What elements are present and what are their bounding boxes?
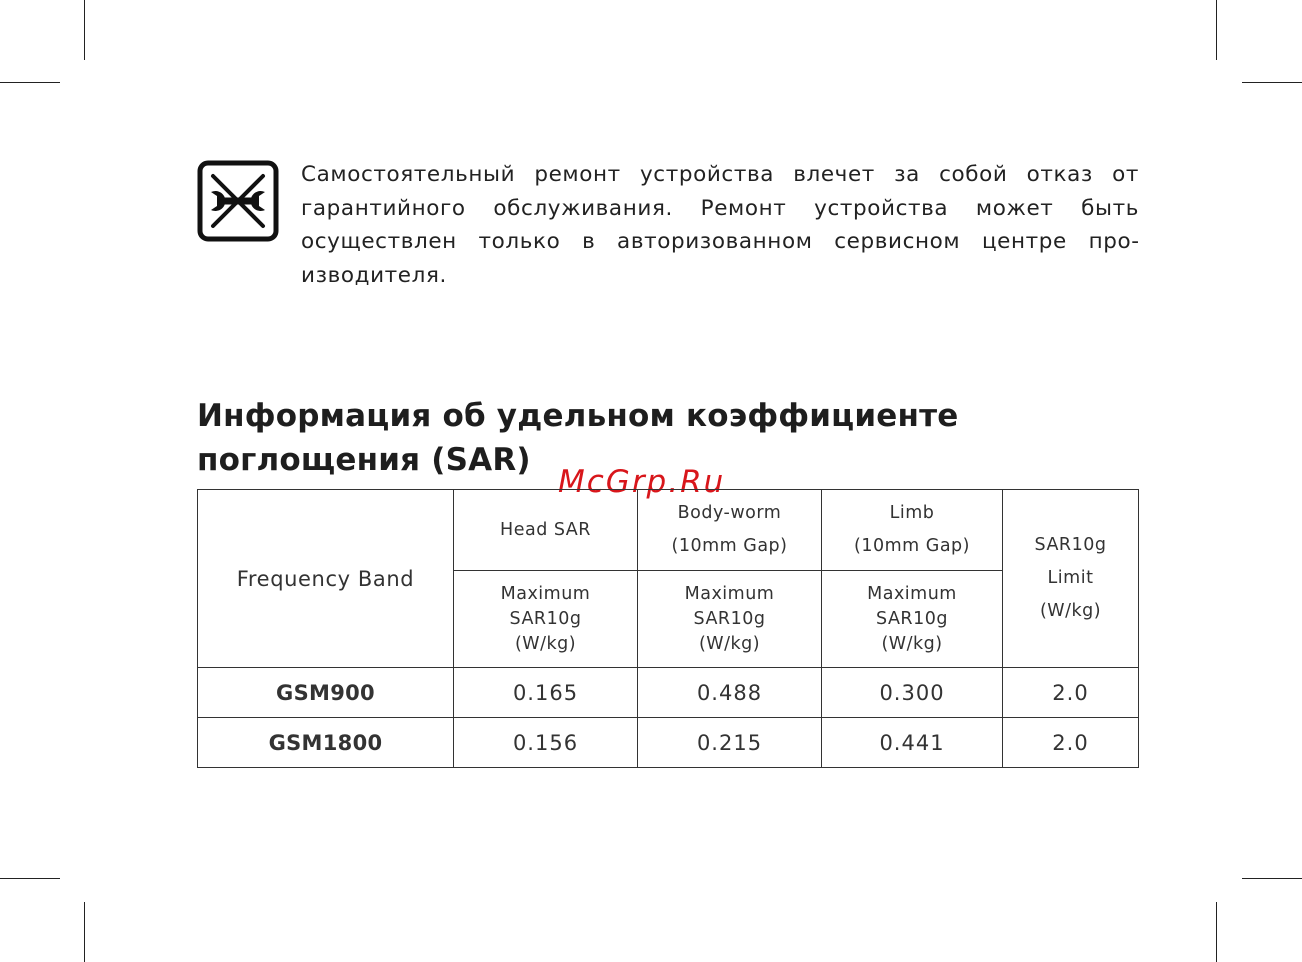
warranty-warning-text: Самостоятельный ремонт устройства влечет за собой отказ от гарантийного обслуживания. Ремонт устройства может быть осуществлен только в авторизованном сервисном центре производителя.	[301, 162, 1139, 288]
band-cell: GSM900	[198, 668, 454, 718]
subheader-line3: (W/kg)	[514, 633, 577, 654]
header-body-worn	[638, 490, 822, 571]
band-cell: GSM1800	[198, 718, 454, 768]
header-limb	[822, 490, 1003, 571]
crop-mark	[1242, 878, 1302, 879]
table-header-row	[198, 490, 1139, 571]
subheader-head-max	[454, 571, 638, 668]
subheader-line3: (W/kg)	[698, 633, 761, 654]
crop-mark	[1216, 902, 1217, 962]
subheader-line2: SAR10g	[509, 608, 582, 629]
no-self-repair-wrench-icon	[197, 160, 279, 242]
head-sar-value: 0.165	[454, 668, 638, 718]
crop-mark	[0, 878, 60, 879]
subheader-line2: SAR10g	[876, 608, 948, 629]
header-limit-line3: (W/kg)	[1039, 601, 1102, 621]
crop-mark	[84, 0, 85, 60]
crop-mark	[0, 82, 60, 83]
header-limb-line1: Limb	[889, 503, 935, 523]
crop-mark	[1242, 82, 1302, 83]
subheader-line1: Maximum	[684, 583, 775, 604]
header-limit-line2: Limit	[1047, 568, 1094, 588]
crop-mark	[1216, 0, 1217, 60]
header-frequency-band: Frequency Band	[198, 490, 454, 668]
header-limit-line1: SAR10g	[1034, 535, 1107, 555]
header-body-worn-line2: (10mm Gap)	[671, 536, 788, 556]
limb-sar-value: 0.441	[822, 718, 1003, 768]
table-row	[198, 668, 1139, 718]
limb-sar-value: 0.300	[822, 668, 1003, 718]
limit-value: 2.0	[1003, 718, 1139, 768]
section-title-line2: поглощения (SAR)	[197, 442, 531, 478]
subheader-line3: (W/kg)	[881, 633, 943, 654]
subheader-limb-max	[822, 571, 1003, 668]
limit-value: 2.0	[1003, 668, 1139, 718]
body-sar-value: 0.488	[638, 668, 822, 718]
header-body-worn-line1: Body-worm	[677, 503, 782, 523]
sar-table	[197, 489, 1139, 768]
head-sar-value: 0.156	[454, 718, 638, 768]
table-row	[198, 718, 1139, 768]
section-title-line1: Информация об удельном коэффициенте	[197, 398, 959, 434]
subheader-line1: Maximum	[500, 583, 591, 604]
subheader-line1: Maximum	[867, 583, 957, 604]
subheader-body-max	[638, 571, 822, 668]
header-limb-line2: (10mm Gap)	[854, 536, 970, 556]
crop-mark	[84, 902, 85, 962]
subheader-line2: SAR10g	[693, 608, 766, 629]
body-sar-value: 0.215	[638, 718, 822, 768]
watermark: McGrp.Ru	[558, 464, 726, 500]
header-sar-limit	[1003, 490, 1139, 668]
header-head-sar: Head SAR	[454, 490, 638, 571]
